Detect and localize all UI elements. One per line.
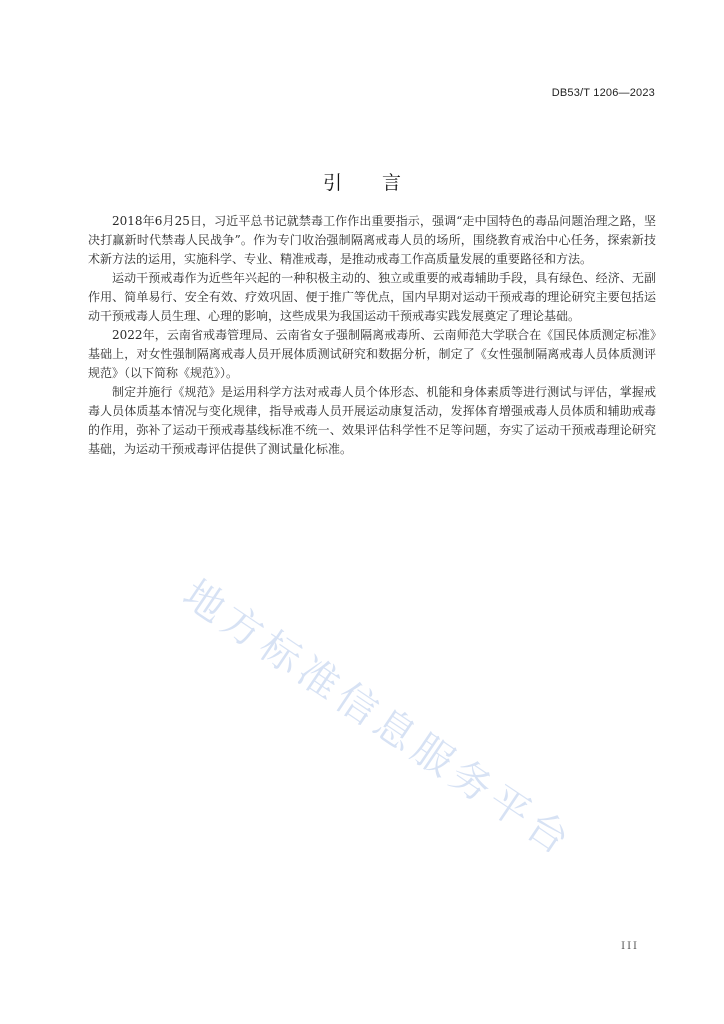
- standard-code: DB53/T 1206—2023: [551, 87, 655, 99]
- page-number: III: [621, 941, 639, 952]
- paragraph-4: 制定并施行《规范》是运用科学方法对戒毒人员个体形态、机能和身体素质等进行测试与评估，掌握戒毒人员体质基本情况与变化规律，指导戒毒人员开展运动康复活动，发挥体育增强戒毒人员体质和辅助戒毒的作用，弥补了运动干预戒毒基线标准不统一、效果评估科学性不足等问题，夯实了运动干预戒毒理论研究基础，为运动干预戒毒评估提供了测试量化标准。: [88, 385, 656, 456]
- watermark: 地方标准信息服务平台: [174, 571, 582, 867]
- paragraph-3: 2022年，云南省戒毒管理局、云南省女子强制隔离戒毒所、云南师范大学联合在《国民体质测定标准》基础上，对女性强制隔离戒毒人员开展体质测试研究和数据分析，制定了《女性强制隔离戒毒人员体质测评规范》（以下简称《规范》）。: [88, 328, 656, 380]
- paragraph-2: 运动干预戒毒作为近些年兴起的一种积极主动的、独立或重要的戒毒辅助手段，具有绿色、经济、无副作用、简单易行、安全有效、疗效巩固、便于推广等优点，国内早期对运动干预戒毒的理论研究主要包括运动干预戒毒人员生理、心理的影响，这些成果为我国运动干预戒毒实践发展奠定了理论基础。: [88, 271, 656, 323]
- paragraph-1: 2018年6月25日，习近平总书记就禁毒工作作出重要指示，强调“走中国特色的毒品问题治理之路，坚决打赢新时代禁毒人民战争”。作为专门收治强制隔离戒毒人员的场所，围绕教育戒治中心任务，探索新技术新方法的运用，实施科学、专业、精准戒毒，是推动戒毒工作高质量发展的重要路径和方法。: [88, 214, 656, 266]
- body-text: [88, 212, 656, 459]
- page-title: 引言: [322, 171, 441, 194]
